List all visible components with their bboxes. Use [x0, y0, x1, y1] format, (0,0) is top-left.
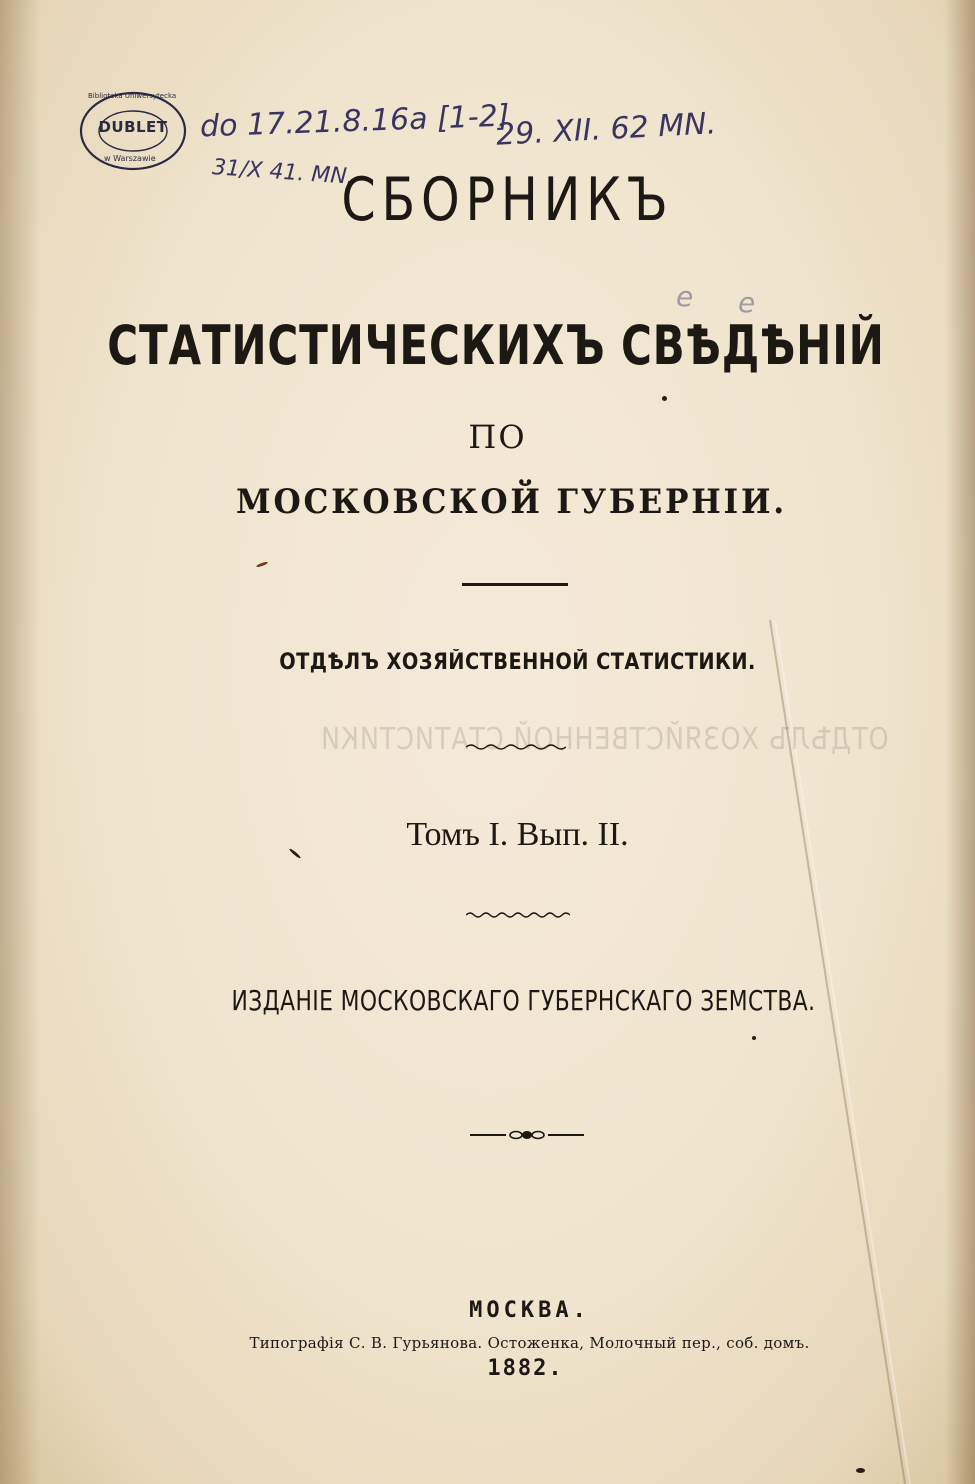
divider-rule	[462, 583, 568, 586]
ink-speck	[752, 1036, 756, 1040]
show-through-text: ОТДѢЛЪ ХОЗЯЙСТВЕННОЙ СТАТИСТИКИ	[320, 722, 889, 757]
imprint-city: МОСКВА.	[469, 1298, 590, 1323]
handwritten-small-note: 31/X 41. MN.	[211, 155, 355, 190]
department-name: ОТДѢЛЪ ХОЗЯЙСТВЕННОЙ СТАТИСТИКИ.	[279, 650, 756, 675]
ink-speck	[662, 396, 667, 401]
handwritten-correction-1: e	[676, 280, 694, 313]
handwritten-shelfmark: do 17.21.8.16a [1-2]	[199, 98, 511, 145]
stamp-ring-text-bottom: w Warszawie	[104, 154, 156, 163]
edition-statement: ИЗДАНІЕ МОСКОВСКАГО ГУБЕРНСКАГО ЗЕМСТВА.	[231, 984, 816, 1017]
ink-speck	[856, 1468, 865, 1473]
ornament-divider	[470, 1127, 584, 1143]
imprint-year: 1882.	[487, 1356, 564, 1381]
wavy-divider-1	[466, 742, 566, 752]
book-title: СБОРНИКЪ	[341, 165, 674, 235]
book-subtitle: СТАТИСТИЧЕСКИХЪ СВѢДѢНІЙ	[107, 314, 885, 377]
stamp-label: DUBLET	[98, 118, 168, 136]
stamp-ring-text-top: Biblioteka Uniwersytecka	[88, 92, 177, 100]
volume-issue: Томъ I. Вып. II.	[406, 816, 629, 853]
handwritten-date-note: 29. XII. 62 MN.	[495, 106, 717, 153]
imprint-printer: Типографія С. В. Гурьянова. Остоженка, Молочный пер., соб. домъ.	[249, 1334, 810, 1352]
handwritten-correction-2: e	[738, 286, 756, 319]
stamp-ring-text	[78, 92, 188, 166]
preposition: ПО	[468, 418, 527, 456]
region-name: МОСКОВСКОЙ ГУБЕРНІИ.	[236, 482, 787, 522]
wavy-divider-2	[466, 910, 570, 920]
